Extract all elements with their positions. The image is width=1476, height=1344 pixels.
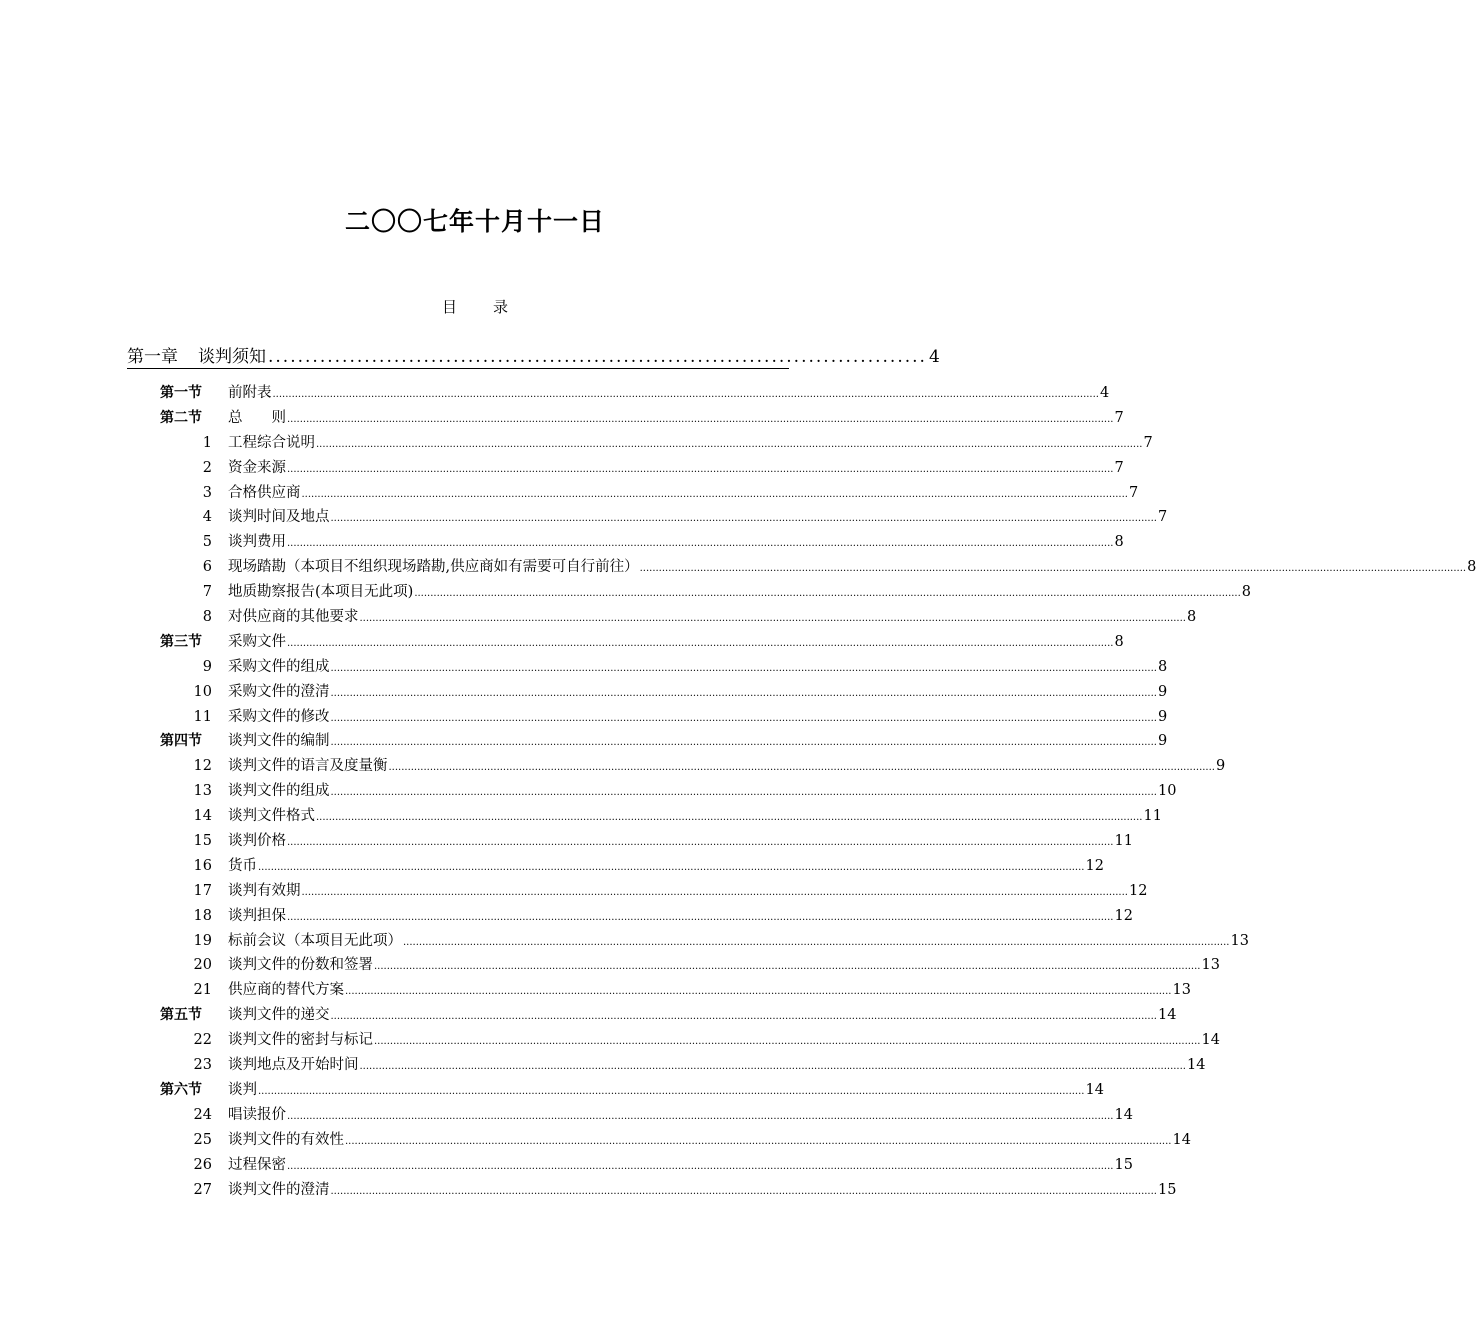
item-number-text: 15 [193,833,212,850]
toc-heading-char-2: 录 [493,298,509,316]
section-number: 第二节 [160,409,202,426]
entry-title: 谈判文件的密封与标记 [228,1032,373,1049]
item-number-text: 17 [193,882,212,899]
item-number [160,779,212,804]
toc-item-entry[interactable] [0,953,1220,978]
entry-title: 谈判价格 [228,833,286,850]
item-number [160,680,212,705]
toc-entry-line [228,406,1124,433]
dot-leader: .................................................................................................................................................................................................................................................................... [287,413,1114,425]
item-number-text: 8 [202,609,212,626]
toc-item-entry[interactable] [0,978,1191,1003]
entry-page-number: 9 [1157,683,1168,700]
entry-page-number: 9 [1215,758,1226,775]
item-number [160,854,212,879]
toc-entry-line [228,929,1249,956]
toc-entry-line [228,829,1133,856]
dot-leader: .................................................................................................................................................................................................................................................................... [330,787,1157,799]
toc-heading-char-1: 目 [441,298,457,316]
entry-title: 过程保密 [228,1156,286,1173]
dot-leader: .................................................................................................................................................................................................................................................................... [403,936,1230,948]
item-number-text: 25 [193,1131,212,1148]
entry-title: 谈判文件的有效性 [228,1131,344,1148]
date-title: 二〇〇七年十月十一日 [344,207,605,236]
item-number [160,580,212,605]
entry-title: 唱读报价 [228,1106,286,1123]
item-number-text: 1 [202,434,212,451]
entry-page-number: 14 [1172,1131,1191,1148]
dot-leader: .................................................................................................................................................................................................................................................................... [287,1160,1114,1172]
entry-page-number: 11 [1143,808,1162,825]
toc-item-entry[interactable] [0,705,1168,730]
toc-heading [0,296,950,318]
entry-page-number: 7 [1114,459,1124,476]
toc-entry-line [228,953,1220,980]
item-number [160,530,212,555]
entry-page-number: 9 [1157,733,1168,750]
section-number: 第一节 [160,385,202,401]
dot-leader: .................................................................................................................................................................................................................................................................... [388,762,1215,774]
item-number [160,605,212,630]
toc-item-entry[interactable] [0,431,1153,456]
toc-list [0,381,1476,1202]
dot-leader: .................................................................................................................................................................................................................................................................... [316,438,1143,450]
toc-item-entry[interactable] [0,1103,1133,1128]
entry-title: 采购文件的修改 [228,708,330,725]
toc-entry-line [228,779,1177,806]
item-number-text: 19 [193,932,212,949]
toc-item-entry[interactable] [0,481,1139,506]
toc-section-entry[interactable] [0,1078,1104,1103]
entry-title: 地质勘察报告(本项目无此项) [228,584,414,601]
toc-item-entry[interactable] [0,779,1177,804]
entry-title: 谈判文件的份数和签署 [228,957,373,974]
toc-entry-line [228,580,1252,607]
toc-entry-line [228,754,1226,781]
entry-title: 谈判有效期 [228,882,301,899]
item-number [160,1153,212,1178]
entry-page-number: 12 [1128,882,1148,899]
toc-entry-line [228,1128,1191,1155]
entry-page-number: 10 [1157,783,1177,800]
item-number [160,456,212,481]
dot-leader: .................................................................................................................................................................................................................................................................... [287,911,1114,923]
item-number [160,1053,212,1078]
dot-leader: .................................................................................................................................................................................................................................................................... [345,986,1172,998]
item-number [160,505,212,530]
dot-leader: .................................................................................................................................................................................................................................................................... [330,513,1157,525]
item-number-text: 26 [193,1156,212,1173]
toc-entry-line [228,1028,1220,1055]
entry-page-number: 7 [1128,484,1139,501]
toc-chapter-entry[interactable] [127,344,940,369]
toc-entry-line [228,505,1168,532]
toc-item-entry[interactable] [0,904,1133,929]
toc-item-entry[interactable] [0,879,1148,904]
entry-page-number: 4 [1099,385,1110,401]
toc-item-entry[interactable] [0,804,1162,829]
toc-entry-line [228,530,1124,557]
dot-leader: .................................................................................................................................................................................................................................................................... [287,463,1114,475]
toc-entry-line [228,431,1153,458]
toc-entry-line [228,1003,1177,1030]
dot-leader: .................................................................................................................................................................................................................................................................... [345,1135,1172,1147]
item-number [160,879,212,904]
section-number: 第四节 [160,733,202,750]
item-number-text: 23 [193,1057,212,1074]
toc-entry-line [228,1103,1133,1130]
toc-entry-line [228,705,1168,732]
toc-item-entry[interactable] [0,1128,1191,1153]
entry-page-number: 14 [1186,1057,1206,1074]
dot-leader: .................................................................................................................................................................................................................................................................... [330,687,1157,699]
entry-title: 谈判时间及地点 [228,509,330,526]
chapter-dot-leader: ......................................................................................... [268,347,927,367]
chapter-title: 谈判须知 [198,347,266,367]
entry-page-number: 11 [1114,833,1133,850]
entry-page-number: 13 [1230,932,1249,949]
entry-page-number: 14 [1201,1032,1220,1049]
item-number-text: 13 [193,783,212,800]
item-number-text: 27 [193,1181,212,1198]
item-number [160,705,212,730]
entry-title: 前附表 [228,385,272,401]
dot-leader: .................................................................................................................................................................................................................................................................... [359,1061,1186,1073]
entry-title: 对供应商的其他要求 [228,609,359,626]
item-number [160,555,212,580]
entry-title: 谈判费用 [228,534,286,551]
dot-leader: .................................................................................................................................................................................................................................................................... [639,563,1467,575]
toc-item-entry[interactable] [0,580,1252,605]
entry-title: 标前会议（本项目无此项） [228,932,402,949]
item-number [160,904,212,929]
toc-item-entry[interactable] [0,456,1124,481]
dot-leader: .................................................................................................................................................................................................................................................................... [330,1185,1157,1197]
toc-entry-line [228,879,1148,906]
entry-title: 谈判文件的组成 [228,783,330,800]
toc-entry-line [228,456,1124,483]
toc-entry-line [228,630,1124,657]
toc-item-entry[interactable] [0,1153,1133,1178]
toc-entry-line [228,729,1168,756]
toc-entry-line [228,804,1162,831]
entry-page-number: 15 [1114,1156,1133,1173]
entry-page-number: 9 [1157,708,1168,725]
entry-page-number: 14 [1085,1081,1104,1098]
dot-leader: .................................................................................................................................................................................................................................................................... [414,588,1241,600]
toc-entry-line [228,1078,1104,1105]
item-number [160,754,212,779]
toc-item-entry[interactable] [0,555,1476,580]
toc-item-entry[interactable] [0,605,1197,630]
toc-item-entry[interactable] [0,655,1168,680]
toc-entry-line [228,605,1197,632]
dot-leader: .................................................................................................................................................................................................................................................................... [258,1085,1085,1097]
item-number [160,929,212,954]
item-number-text: 3 [202,484,212,501]
dot-leader: .................................................................................................................................................................................................................................................................... [287,1110,1114,1122]
item-number [160,1103,212,1128]
toc-item-entry[interactable] [0,1028,1220,1053]
entry-page-number: 14 [1157,1007,1177,1024]
dot-leader: .................................................................................................................................................................................................................................................................... [287,837,1114,849]
entry-page-number: 15 [1157,1181,1177,1198]
toc-item-entry[interactable] [0,1053,1206,1078]
toc-item-entry[interactable] [0,829,1133,854]
toc-entry-line [228,1178,1177,1205]
toc-item-entry[interactable] [0,854,1104,879]
dot-leader: .................................................................................................................................................................................................................................................................... [272,389,1099,400]
entry-page-number: 14 [1114,1106,1133,1123]
entry-page-number: 8 [1114,534,1124,551]
toc-entry-line [228,854,1104,881]
entry-page-number: 8 [1186,609,1197,626]
entry-title: 谈判文件的澄清 [228,1181,330,1198]
toc-item-entry[interactable] [0,929,1249,954]
dot-leader: .................................................................................................................................................................................................................................................................... [287,637,1114,649]
item-number [160,804,212,829]
entry-page-number: 8 [1157,658,1168,675]
toc-entry-line [228,381,1110,408]
toc-section-entry[interactable] [0,1003,1177,1028]
section-number: 第六节 [160,1081,202,1098]
entry-page-number: 13 [1201,957,1220,974]
entry-page-number: 7 [1157,509,1168,526]
dot-leader: .................................................................................................................................................................................................................................................................... [330,737,1157,749]
entry-title: 供应商的替代方案 [228,982,344,999]
item-number-text: 11 [193,708,212,725]
entry-title: 谈判文件的递交 [228,1007,330,1024]
entry-title: 谈判文件的编制 [228,733,330,750]
entry-page-number: 8 [1467,559,1476,576]
toc-entry-line [228,1153,1133,1180]
item-number-text: 12 [193,758,212,775]
entry-title: 总 则 [228,409,286,426]
dot-leader: .................................................................................................................................................................................................................................................................... [287,538,1114,550]
entry-page-number: 8 [1114,633,1124,650]
entry-title: 谈判文件格式 [228,808,315,825]
entry-page-number: 12 [1085,857,1104,874]
toc-item-entry[interactable] [0,680,1168,705]
item-number-text: 18 [193,907,212,924]
entry-page-number: 13 [1172,982,1191,999]
item-number-text: 6 [202,559,212,576]
item-number [160,829,212,854]
chapter-label: 第一章 [127,347,178,367]
entry-page-number: 7 [1143,434,1153,451]
toc-section-entry[interactable] [0,729,1168,754]
item-number-text: 21 [193,982,212,999]
section-number: 第三节 [160,633,202,650]
toc-section-entry[interactable] [0,406,1124,431]
dot-leader: .................................................................................................................................................................................................................................................................... [330,662,1157,674]
entry-title: 采购文件的澄清 [228,683,330,700]
entry-title: 谈判文件的语言及度量衡 [228,758,388,775]
item-number-text: 9 [202,658,212,675]
entry-title: 资金来源 [228,459,286,476]
item-number [160,1028,212,1053]
item-number-text: 16 [193,857,212,874]
item-number [160,1178,212,1203]
toc-entry-line [228,655,1168,682]
item-number [160,655,212,680]
entry-title: 谈判 [228,1081,257,1098]
dot-leader: .................................................................................................................................................................................................................................................................... [301,886,1128,898]
entry-title: 采购文件的组成 [228,658,330,675]
entry-title: 采购文件 [228,633,286,650]
entry-title: 工程综合说明 [228,434,315,451]
item-number [160,953,212,978]
dot-leader: .................................................................................................................................................................................................................................................................... [374,961,1201,973]
item-number-text: 5 [202,534,212,551]
entry-title: 谈判担保 [228,907,286,924]
toc-item-entry[interactable] [0,754,1226,779]
item-number-text: 24 [193,1106,212,1123]
entry-title: 合格供应商 [228,484,301,501]
toc-entry-line [228,481,1139,508]
item-number [160,481,212,506]
toc-entry-line [228,978,1191,1005]
toc-section-entry[interactable] [0,381,1110,406]
item-number [160,1128,212,1153]
entry-page-number: 8 [1241,584,1252,601]
toc-section-entry[interactable] [0,630,1124,655]
item-number-text: 4 [202,509,212,526]
dot-leader: .................................................................................................................................................................................................................................................................... [258,861,1085,873]
toc-entry-line [228,904,1133,931]
item-number-text: 20 [193,957,212,974]
dot-leader: .................................................................................................................................................................................................................................................................... [330,1011,1157,1023]
dot-leader: .................................................................................................................................................................................................................................................................... [374,1036,1201,1048]
toc-entry-line [228,555,1476,582]
dot-leader: .................................................................................................................................................................................................................................................................... [301,488,1128,500]
item-number-text: 14 [193,808,212,825]
item-number-text: 7 [202,584,212,601]
item-number [160,978,212,1003]
item-number-text: 22 [193,1032,212,1049]
entry-title: 谈判地点及开始时间 [228,1057,359,1074]
toc-item-entry[interactable] [0,1178,1177,1203]
item-number-text: 10 [193,683,212,700]
entry-page-number: 12 [1114,907,1133,924]
entry-title: 现场踏勘（本项目不组织现场踏勘,供应商如有需要可自行前往） [228,559,639,576]
item-number [160,431,212,456]
toc-item-entry[interactable] [0,530,1124,555]
entry-title: 货币 [228,857,257,874]
chapter-page-number: 4 [928,347,940,367]
dot-leader: .................................................................................................................................................................................................................................................................... [316,812,1143,824]
item-number-text: 2 [202,459,212,476]
toc-entry-line [228,680,1168,707]
section-number: 第五节 [160,1007,202,1024]
dot-leader: .................................................................................................................................................................................................................................................................... [330,712,1157,724]
toc-item-entry[interactable] [0,505,1168,530]
dot-leader: .................................................................................................................................................................................................................................................................... [359,613,1186,625]
entry-page-number: 7 [1114,409,1124,426]
toc-entry-line [228,1053,1206,1080]
